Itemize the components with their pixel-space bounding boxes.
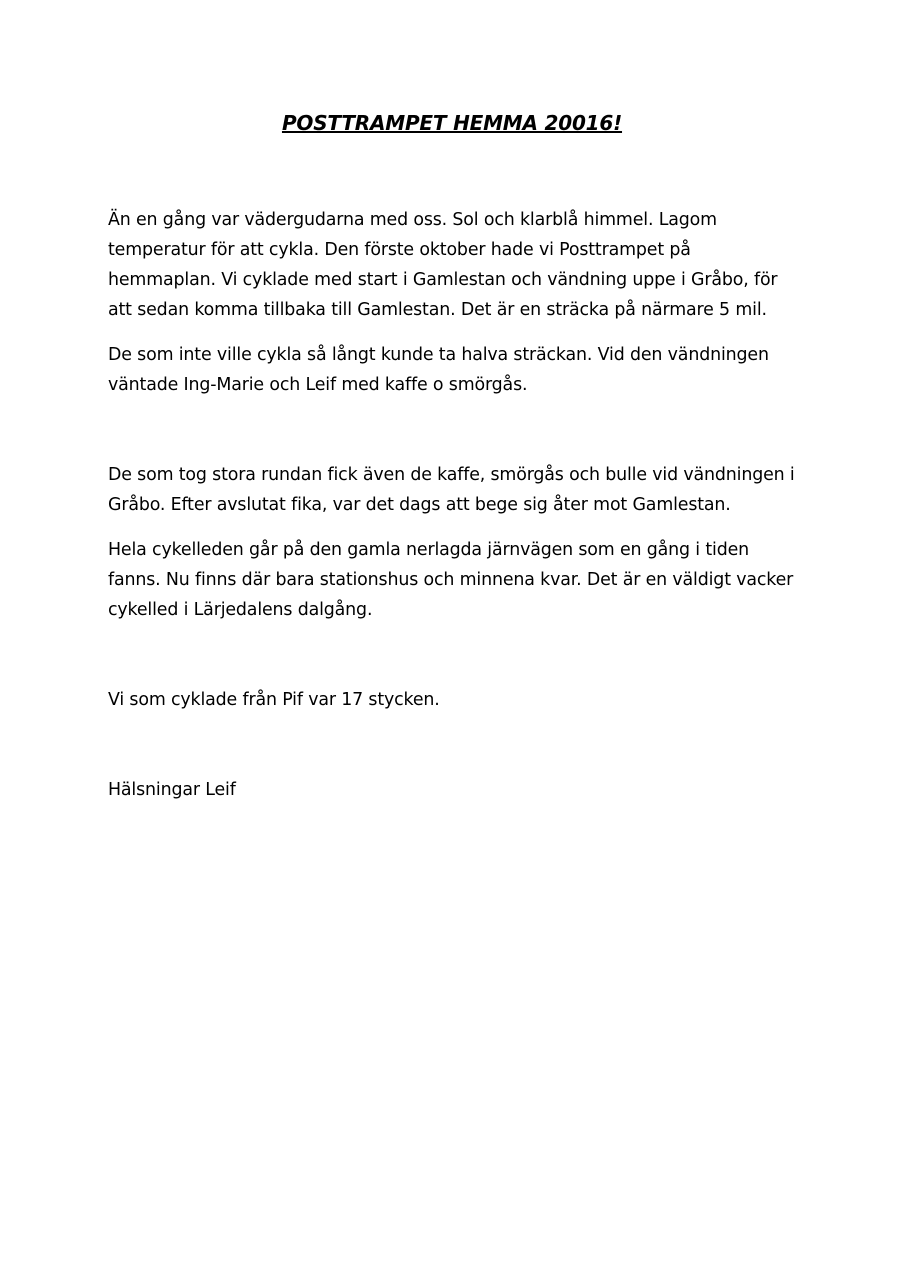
paragraph-line: De som tog stora rundan fick även de kaffe, smörgås och bulle vid vändningen i	[108, 465, 795, 485]
paragraph-line: Hela cykelleden går på den gamla nerlagda järnvägen som en gång i tiden	[108, 540, 750, 560]
paragraph-line: Än en gång var vädergudarna med oss. Sol och klarblå himmel. Lagom	[108, 210, 717, 230]
paragraph-line: De som inte ville cykla så långt kunde ta halva sträckan. Vid den vändningen	[108, 345, 769, 365]
paragraph-line: hemmaplan. Vi cyklade med start i Gamlestan och vändning uppe i Gråbo, för	[108, 270, 778, 290]
paragraph-line: Hälsningar Leif	[108, 780, 236, 800]
paragraph-big-route	[108, 460, 798, 520]
paragraph-intro	[108, 205, 798, 325]
signature-greeting	[108, 775, 798, 805]
paragraph-participants	[108, 685, 798, 715]
paragraph-line: Vi som cyklade från Pif var 17 stycken.	[108, 690, 440, 710]
paragraph-line: Gråbo. Efter avslutat fika, var det dags att bege sig åter mot Gamlestan.	[108, 495, 731, 515]
document-title: POSTTRAMPET HEMMA 20016!	[281, 111, 623, 135]
paragraph-line: väntade Ing-Marie och Leif med kaffe o smörgås.	[108, 375, 528, 395]
paragraph-line: cykelled i Lärjedalens dalgång.	[108, 600, 373, 620]
paragraph-half-route	[108, 340, 798, 400]
paragraph-line: att sedan komma tillbaka till Gamlestan. Det är en sträcka på närmare 5 mil.	[108, 300, 767, 320]
paragraph-cycle-path	[108, 535, 798, 625]
paragraph-line: temperatur för att cykla. Den förste oktober hade vi Posttrampet på	[108, 240, 691, 260]
paragraph-line: fanns. Nu finns där bara stationshus och minnena kvar. Det är en väldigt vacker	[108, 570, 794, 590]
